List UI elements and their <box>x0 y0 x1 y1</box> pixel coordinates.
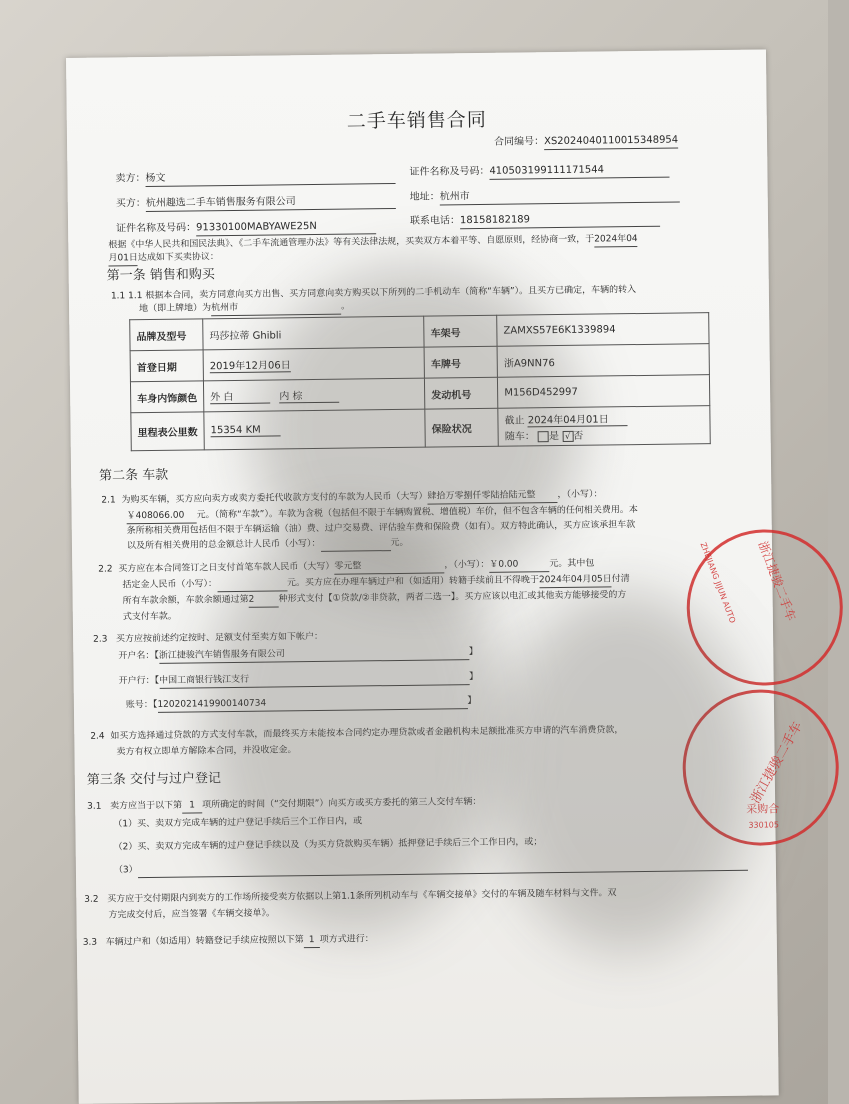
contract-number: 合同编号：XS2024040110015348954 <box>494 134 678 151</box>
seller-line: 卖方：杨文 <box>115 169 395 187</box>
company-seal-lower: 浙江捷骏二手车 采购合 330105 <box>682 689 840 847</box>
brand-label: 品牌及型号 <box>130 319 203 351</box>
plate-label: 车牌号 <box>424 346 497 378</box>
clause-2-2-line-4: 式支付车款。 <box>122 611 177 623</box>
insurance-no-checkbox: √ <box>562 430 573 441</box>
buyer-id-line: 证件名称及号码：91330100MABYAWE25N <box>116 219 376 237</box>
buyer-address-line: 地址：杭州市 <box>410 188 680 206</box>
registration-date-value: 2019年12月06日 <box>203 347 425 381</box>
clause-1-1-line-2: 地（即上牌地）为杭州市 。 <box>139 300 350 318</box>
clause-3-1-line-1: 3.1 卖方应当于以下第 1 项所确定的时间（“交付期限”）向买方或买方委托的第三人交付车辆： <box>87 796 482 812</box>
clause-2-2-line-1: 2.2 买方应在本合同签订之日支付首笔车款人民币（大写）零元整 ，（小写）：￥0.00 元。其中包 <box>98 558 595 575</box>
account-number-line: 账号：【1202021419900140734 】 <box>126 694 477 713</box>
clause-3-2-line-1: 3.2 买方应于交付期限内到卖方的工作场所接受卖方依据以上第1.1条所列机动车与《车辆交接单》交付的车辆及随车材料与文件。双 <box>84 888 617 905</box>
vin-label: 车架号 <box>424 315 497 347</box>
clause-2-4-line-2: 卖方有权立即单方解除本合同，并没收定金。 <box>116 745 297 758</box>
seller-id-line: 证件名称及号码：410503199111171544 <box>409 163 669 181</box>
color-value: 外 白 内 棕 <box>203 378 425 412</box>
clause-2-3-line-1: 2.3 买方应按前述约定按时、足额支付至卖方如下帐户： <box>93 631 324 645</box>
clause-2-2-line-3: 所有车款余额，车款余额通过第2 种形式支付【①贷款/②非贷款，两者二选一】。买方应该以电汇或其他卖方能够接受的方 <box>122 590 627 607</box>
preamble-line-2: 月01日达成如下买卖协议： <box>108 250 219 266</box>
buyer-phone-line: 联系电话：18158182189 <box>410 212 660 230</box>
clause-1-1-line-1: 1.1 1.1 根据本合同，卖方同意向买方出售、买方同意向卖方购买以下所列的二手机动车（简称“车辆”）。且买方已确定，车辆的转入 <box>110 285 637 302</box>
account-bank-line: 开户行：【中国工商银行钱江支行 】 <box>119 670 479 689</box>
clause-3-3-line-1: 3.3 车辆过户和（如适用）转籍登记手续应按照以下第 1 项方式进行： <box>82 934 374 948</box>
mileage-label: 里程表公里数 <box>131 412 204 451</box>
mileage-value: 15354 KM <box>204 409 426 450</box>
registration-date-label: 首登日期 <box>130 350 203 382</box>
brand-value: 玛莎拉蒂 Ghibli <box>203 316 425 350</box>
delivery-option-2: （2）买、卖双方完成车辆的过户登记手续以及（为买方贷款购买车辆）抵押登记手续后三个工作日内，或； <box>113 837 543 853</box>
insurance-label: 保险状况 <box>425 408 498 447</box>
account-name-line: 开户名：【浙江捷骏汽车销售服务有限公司 】 <box>118 645 478 664</box>
delivery-option-3: （3） <box>114 856 748 879</box>
insurance-value: 截止 2024年04月01日 随车： 是 √ 否 <box>498 406 710 447</box>
engine-label: 发动机号 <box>425 377 498 409</box>
color-label: 车身内饰颜色 <box>130 381 203 413</box>
clause-2-4-line-1: 2.4 如买方选择通过贷款的方式支付车款，而最终买方未能按本合同约定办理贷款或者金融机构未足额批准买方申请的汽车消费贷款， <box>90 725 624 742</box>
buyer-line: 买方：杭州趣选二手车销售服务有限公司 <box>116 194 396 212</box>
clause-2-1-line-4: 以及所有相关费用的总金额总计人民币（小写）： 元。 <box>126 537 409 552</box>
article-2-title: 第二条 车款 <box>99 467 169 484</box>
preamble-line-1: 根据《中华人民共和国民法典》、《二手车流通管理办法》等有关法律法规，买卖双方本着平等、自愿原则，经协商一致，于2024年04 <box>108 234 638 251</box>
plate-value: 浙A9NN76 <box>497 344 709 378</box>
clause-2-1-line-2: ￥408066.00 元。（简称“车款”）。车款为含税（包括但不限于车辆购置税、增值税）车价，但不包含车辆的任何相关费用。本 <box>127 503 638 524</box>
page-title: 二手车销售合同 <box>346 108 487 133</box>
clause-2-2-line-2: 括定金人民币（小写）： 元。买方应在办理车辆过户和（如适用）转籍手续前且不得晚于2024年04月05日付清 <box>122 574 630 591</box>
contract-page <box>66 49 806 1103</box>
company-seal-upper: ZHEJIANG JIJUN AUTO 浙江捷骏二手车 <box>686 529 844 687</box>
delivery-option-1: （1）买、卖双方完成车辆的过户登记手续后三个工作日内，或 <box>113 816 363 830</box>
article-1-title: 第一条 销售和购买 <box>106 267 215 284</box>
article-3-title: 第三条 交付与过户登记 <box>86 771 222 788</box>
clause-3-2-line-2: 方完成交付后，应当签署《车辆交接单》。 <box>108 908 276 921</box>
clause-2-1-line-1: 2.1 为购买车辆，买方应向卖方或卖方委托代收款方支付的车款为人民币（大写）肆拾万零捌仟零陆拾陆元整 ，（小写）： <box>101 489 603 506</box>
vin-value: ZAMXS57E6K1339894 <box>497 313 709 347</box>
engine-value: M156D452997 <box>498 375 710 409</box>
clause-2-1-line-3: 条所称相关费用包括但不限于车辆运输（油）费、过户交易费、评估验车费和保险费（如有）。双方特此确认，买方应该承担车款 <box>126 520 636 537</box>
